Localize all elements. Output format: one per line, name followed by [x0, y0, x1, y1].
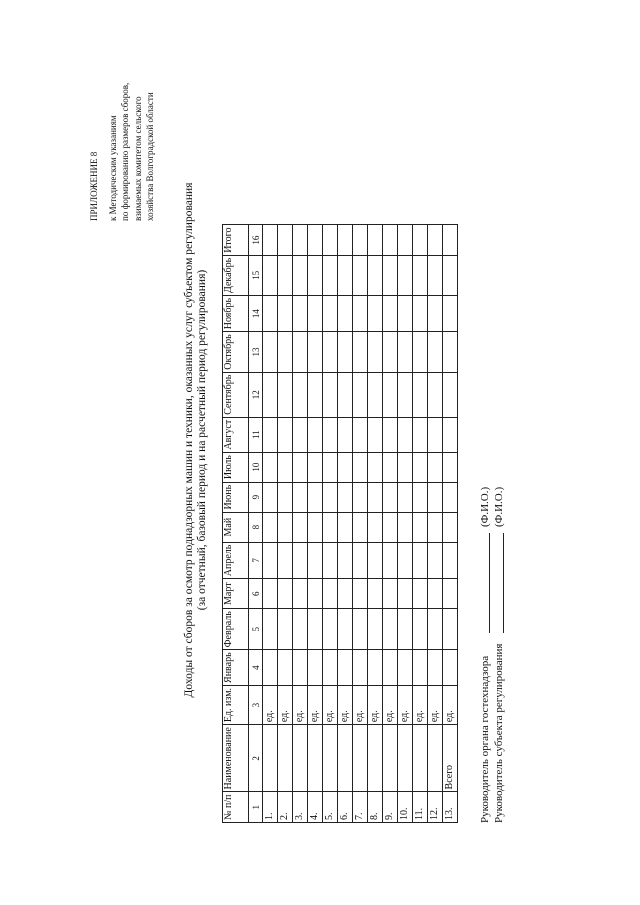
- table-cell: [308, 579, 323, 609]
- row-unit: ед.: [383, 685, 398, 724]
- table-row: [278, 225, 293, 823]
- table-cell: [278, 225, 293, 255]
- appendix-line: взимаемых комитетом сельского: [132, 96, 143, 221]
- table-cell: [428, 372, 443, 417]
- table-cell: [368, 255, 383, 295]
- table-cell: [353, 579, 368, 609]
- table-cell: [353, 332, 368, 372]
- table-cell: [263, 255, 278, 295]
- appendix-block: [88, 83, 157, 221]
- column-number: 15: [249, 255, 263, 295]
- table-cell: [338, 579, 353, 609]
- table-row: [428, 225, 443, 823]
- column-number: 1: [249, 792, 263, 823]
- row-number: 3.: [293, 792, 308, 823]
- table-cell: [368, 225, 383, 255]
- table-cell: [308, 650, 323, 686]
- table-cell: [428, 482, 443, 512]
- table-row: [353, 225, 368, 823]
- table-cell: [413, 295, 428, 331]
- row-number: 7.: [353, 792, 368, 823]
- column-header: Февраль: [223, 609, 249, 650]
- table-cell: [428, 579, 443, 609]
- column-header: Наименование: [223, 725, 249, 792]
- table-cell: [323, 542, 338, 579]
- row-unit: ед.: [338, 685, 353, 724]
- table-cell: [383, 650, 398, 686]
- table-cell: [338, 512, 353, 542]
- row-name: [353, 725, 368, 792]
- column-number: 16: [249, 225, 263, 255]
- row-unit: ед.: [323, 685, 338, 724]
- table-cell: [263, 452, 278, 482]
- table-cell: [323, 512, 338, 542]
- table-cell: [398, 225, 413, 255]
- table-cell: [398, 650, 413, 686]
- column-header: Июль: [223, 452, 249, 482]
- table-cell: [443, 417, 458, 452]
- table-cell: [383, 225, 398, 255]
- column-number: 9: [249, 482, 263, 512]
- table-cell: [413, 225, 428, 255]
- table-cell: [293, 452, 308, 482]
- column-header: Ноябрь: [223, 295, 249, 331]
- row-name: [383, 725, 398, 792]
- row-unit: ед.: [368, 685, 383, 724]
- table-cell: [413, 255, 428, 295]
- row-name: [398, 725, 413, 792]
- table-cell: [323, 579, 338, 609]
- table-row: [263, 225, 278, 823]
- table-cell: [398, 482, 413, 512]
- signature-row: [478, 486, 492, 823]
- table-cell: [383, 482, 398, 512]
- table-cell: [413, 452, 428, 482]
- table-cell: [413, 417, 428, 452]
- row-name: [428, 725, 443, 792]
- table-cell: [368, 417, 383, 452]
- column-number: 11: [249, 417, 263, 452]
- column-header: Итого: [223, 225, 249, 255]
- table-cell: [413, 542, 428, 579]
- table-cell: [413, 650, 428, 686]
- table-cell: [368, 452, 383, 482]
- table-cell: [428, 452, 443, 482]
- column-header: Июнь: [223, 482, 249, 512]
- table-cell: [293, 255, 308, 295]
- table-cell: [293, 609, 308, 650]
- table-cell: [398, 417, 413, 452]
- table-cell: [383, 295, 398, 331]
- table-cell: [338, 372, 353, 417]
- column-header: Апрель: [223, 542, 249, 579]
- table-cell: [263, 512, 278, 542]
- table-cell: [368, 542, 383, 579]
- table-cell: [443, 650, 458, 686]
- table-cell: [338, 609, 353, 650]
- table-cell: [338, 332, 353, 372]
- signature-fio: (Ф.И.О.): [479, 486, 491, 527]
- table-cell: [353, 512, 368, 542]
- row-name: [368, 725, 383, 792]
- table-row: [398, 225, 413, 823]
- table-cell: [428, 255, 443, 295]
- table-cell: [323, 482, 338, 512]
- table-cell: [308, 482, 323, 512]
- table-cell: [308, 609, 323, 650]
- table-cell: [443, 452, 458, 482]
- row-name: [293, 725, 308, 792]
- signature-line: [503, 533, 504, 633]
- column-header: Декабрь: [223, 255, 249, 295]
- table-cell: [368, 650, 383, 686]
- table-cell: [278, 255, 293, 295]
- table-cell: [413, 372, 428, 417]
- column-number: 7: [249, 542, 263, 579]
- row-number: 5.: [323, 792, 338, 823]
- row-unit: ед.: [308, 685, 323, 724]
- column-header: Ед. изм.: [223, 685, 249, 724]
- column-header: Май: [223, 512, 249, 542]
- table-cell: [353, 295, 368, 331]
- table-cell: [278, 332, 293, 372]
- table-cell: [398, 609, 413, 650]
- table-cell: [443, 579, 458, 609]
- appendix-line: к Методическим указаниям: [107, 115, 118, 221]
- table-row: [383, 225, 398, 823]
- document-heading: [183, 95, 209, 785]
- table-cell: [338, 255, 353, 295]
- table-cell: [353, 452, 368, 482]
- table-cell: [383, 372, 398, 417]
- signature-line: [489, 533, 490, 633]
- table-cell: [443, 542, 458, 579]
- table-cell: [413, 609, 428, 650]
- table-cell: [323, 452, 338, 482]
- heading-subtitle: (за отчетный, базовый период и на расчетный период регулирования): [196, 269, 208, 611]
- row-name: [338, 725, 353, 792]
- table-cell: [293, 332, 308, 372]
- appendix-title: ПРИЛОЖЕНИЕ 8: [89, 151, 99, 221]
- table-cell: [263, 295, 278, 331]
- table-cell: [323, 650, 338, 686]
- column-number: 14: [249, 295, 263, 331]
- row-unit: ед.: [293, 685, 308, 724]
- table-cell: [293, 650, 308, 686]
- row-unit: ед.: [428, 685, 443, 724]
- row-number: 13.: [443, 792, 458, 823]
- table-cell: [308, 372, 323, 417]
- table-cell: [428, 225, 443, 255]
- column-number: 8: [249, 512, 263, 542]
- column-number: 6: [249, 579, 263, 609]
- table-cell: [428, 417, 443, 452]
- row-unit: ед.: [443, 685, 458, 724]
- table-cell: [398, 452, 413, 482]
- appendix-line: хозяйства Волгоградской области: [145, 92, 155, 221]
- row-number: 2.: [278, 792, 293, 823]
- row-unit: ед.: [353, 685, 368, 724]
- table-cell: [338, 417, 353, 452]
- signature-fio: (Ф.И.О.): [493, 486, 505, 527]
- row-unit: ед.: [263, 685, 278, 724]
- row-unit: ед.: [278, 685, 293, 724]
- table-cell: [383, 512, 398, 542]
- table-cell: [308, 512, 323, 542]
- table-cell: [383, 609, 398, 650]
- table-cell: [323, 372, 338, 417]
- table-cell: [443, 295, 458, 331]
- table-cell: [308, 332, 323, 372]
- table-cell: [278, 650, 293, 686]
- table-cell: [263, 650, 278, 686]
- table-cell: [263, 482, 278, 512]
- column-number: 12: [249, 372, 263, 417]
- table-cell: [353, 542, 368, 579]
- table-row: [308, 225, 323, 823]
- table-cell: [278, 417, 293, 452]
- table-cell: [353, 255, 368, 295]
- table-cell: [278, 295, 293, 331]
- table-cell: [278, 452, 293, 482]
- heading-title: Доходы от сборов за осмотр поднадзорных машин и техники, оказанных услуг субъектом регулирования: [183, 182, 195, 698]
- table-cell: [338, 452, 353, 482]
- column-header: Сентябрь: [223, 372, 249, 417]
- table-cell: [278, 579, 293, 609]
- table-row: [368, 225, 383, 823]
- column-number: 4: [249, 650, 263, 686]
- appendix-line: по формированию размеров сборов,: [120, 82, 130, 221]
- table-cell: [308, 225, 323, 255]
- row-name: [263, 725, 278, 792]
- table-cell: [398, 579, 413, 609]
- table-cell: [383, 452, 398, 482]
- row-number: 10.: [398, 792, 413, 823]
- income-table: [222, 224, 458, 823]
- column-number: 5: [249, 609, 263, 650]
- column-number: 13: [249, 332, 263, 372]
- table-cell: [443, 609, 458, 650]
- table-cell: [263, 225, 278, 255]
- table-cell: [323, 255, 338, 295]
- table-cell: [353, 650, 368, 686]
- row-name: [278, 725, 293, 792]
- row-unit: ед.: [413, 685, 428, 724]
- table-row: [443, 225, 458, 823]
- table-cell: [368, 609, 383, 650]
- table-cell: [338, 482, 353, 512]
- table-cell: [263, 417, 278, 452]
- table-row: [323, 225, 338, 823]
- column-number: 10: [249, 452, 263, 482]
- table-cell: [428, 650, 443, 686]
- row-number: 8.: [368, 792, 383, 823]
- table-cell: [443, 482, 458, 512]
- table-row: [293, 225, 308, 823]
- table-cell: [293, 295, 308, 331]
- table-cell: [443, 512, 458, 542]
- table-cell: [428, 332, 443, 372]
- row-number: 4.: [308, 792, 323, 823]
- table-cell: [308, 452, 323, 482]
- table-cell: [413, 579, 428, 609]
- table-cell: [428, 542, 443, 579]
- signature-row: [492, 486, 506, 823]
- row-name: [413, 725, 428, 792]
- table-cell: [353, 225, 368, 255]
- table-cell: [323, 295, 338, 331]
- table-cell: [293, 512, 308, 542]
- signature-label: Руководитель субъекта регулирования: [493, 643, 505, 823]
- table-cell: [413, 512, 428, 542]
- column-number-row: [249, 225, 263, 823]
- table-cell: [368, 512, 383, 542]
- table-cell: [338, 542, 353, 579]
- table-cell: [293, 579, 308, 609]
- signature-label: Руководитель органа гостехнадзора: [479, 655, 491, 823]
- table-cell: [398, 542, 413, 579]
- table-cell: [293, 417, 308, 452]
- column-header: Январь: [223, 650, 249, 686]
- table-cell: [413, 332, 428, 372]
- row-number: 11.: [413, 792, 428, 823]
- table-cell: [383, 542, 398, 579]
- table-cell: [293, 542, 308, 579]
- table-cell: [368, 295, 383, 331]
- table-cell: [353, 372, 368, 417]
- table-cell: [308, 417, 323, 452]
- column-header: № п/п: [223, 792, 249, 823]
- table-cell: [323, 609, 338, 650]
- table-cell: [278, 609, 293, 650]
- table-cell: [293, 225, 308, 255]
- table-cell: [278, 482, 293, 512]
- table-cell: [398, 372, 413, 417]
- table-cell: [278, 512, 293, 542]
- table-cell: [263, 542, 278, 579]
- table-cell: [338, 295, 353, 331]
- table-row: [338, 225, 353, 823]
- table-cell: [278, 542, 293, 579]
- table-cell: [428, 512, 443, 542]
- column-header: Октябрь: [223, 332, 249, 372]
- row-number: 12.: [428, 792, 443, 823]
- table-cell: [308, 295, 323, 331]
- table-cell: [353, 482, 368, 512]
- table-cell: [368, 482, 383, 512]
- table-cell: [338, 650, 353, 686]
- row-number: 1.: [263, 792, 278, 823]
- row-name: [323, 725, 338, 792]
- column-header: Август: [223, 417, 249, 452]
- table-cell: [368, 372, 383, 417]
- table-cell: [263, 332, 278, 372]
- table-row: [413, 225, 428, 823]
- table-cell: [308, 255, 323, 295]
- table-cell: [383, 579, 398, 609]
- table-cell: [383, 332, 398, 372]
- table-cell: [443, 225, 458, 255]
- table-cell: [353, 609, 368, 650]
- table-cell: [443, 332, 458, 372]
- table-cell: [398, 255, 413, 295]
- table-cell: [293, 372, 308, 417]
- table-cell: [413, 482, 428, 512]
- table-cell: [263, 372, 278, 417]
- column-number: 2: [249, 725, 263, 792]
- table-cell: [323, 225, 338, 255]
- table-cell: [383, 255, 398, 295]
- table-cell: [293, 482, 308, 512]
- table-cell: [308, 542, 323, 579]
- table-cell: [428, 609, 443, 650]
- table-cell: [323, 332, 338, 372]
- table-cell: [428, 295, 443, 331]
- table-cell: [278, 372, 293, 417]
- table-cell: [263, 579, 278, 609]
- table-cell: [263, 609, 278, 650]
- table-cell: [443, 255, 458, 295]
- table-cell: [398, 512, 413, 542]
- row-number: 6.: [338, 792, 353, 823]
- table-cell: [368, 332, 383, 372]
- row-unit: ед.: [398, 685, 413, 724]
- table-cell: [353, 417, 368, 452]
- table-cell: [338, 225, 353, 255]
- signature-block: [478, 486, 506, 823]
- column-number: 3: [249, 685, 263, 724]
- row-name: Всего: [443, 725, 458, 792]
- table-cell: [368, 579, 383, 609]
- column-header: Март: [223, 579, 249, 609]
- table-cell: [398, 295, 413, 331]
- header-row: [223, 225, 249, 823]
- table-cell: [383, 417, 398, 452]
- row-number: 9.: [383, 792, 398, 823]
- table-cell: [443, 372, 458, 417]
- table-cell: [323, 417, 338, 452]
- table-cell: [398, 332, 413, 372]
- row-name: [308, 725, 323, 792]
